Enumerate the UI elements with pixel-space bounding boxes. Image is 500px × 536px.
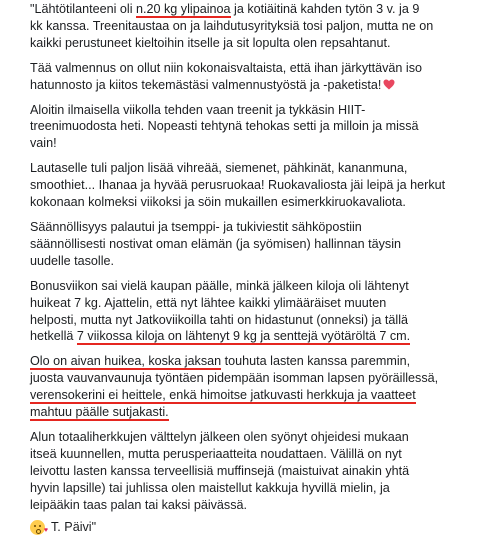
paragraph-results: Bonusviikon sai vielä kaupan päälle, minkä jälkeen kiloja oli lähtenyt huikeat 7 kg. Ajattelin, että nyt lähtee kaikki ylimääräiset muuten helposti, mutta nyt Jatkoviikoilla tahti on hidastunut (onneksi) ja tällä hetkellä 7 viikossa kiloja on lähtenyt 9 kg ja senttejä vyötäröltä 7 cm. (30, 278, 411, 344)
kissing-face-icon: ♥ (30, 520, 45, 535)
paragraph-regularity: Säännöllisyys palautui ja tsemppi- ja tukiviestit sähköpostiin säännöllisesti nostivat oman elämän (ja syömisen) hallinnan täysin uudelle tasolle. (30, 219, 402, 268)
paragraph-starting-point: "Lähtötilanteeni oli n.20 kg ylipainoa ja kotiäitinä kahden tytön 3 v. ja 9 kk kanssa. Treenitaustaa on ja laihdutusyrityksiä tosi paljon, mutta ne on kaikki perustuneet kieltoihin itselle ja sit lopulta olen repsahtanut. (30, 2, 434, 50)
paragraph-after: Alun totaaliherkkujen välttelyn jälkeen olen syönyt ohjeidesi mukaan itseä kuunnellen, mutta perusperiaatteita noudattaen. Välillä on nyt leivottu lasten kanssa terveellisiä muffinsejä (maistuivat ainakin yhtä hyvin lapsille) tai juhlissa olen maistellut kakkuja hyvillä mielin, ja leipääkin taas palan tai kaksi päivässä. (30, 429, 410, 512)
red-heart-icon (383, 79, 395, 90)
paragraph-feeling: Olo on aivan huikea, koska jaksan touhuta lasten kanssa paremmin, juosta vauvanvaunuja työntäen pidempään isomman lapsen pyöräillessä, verensokerini ei heittele, enkä himoitse jatkuvasti herkkuja ja vaatteet mahtuu päälle sutjakasti. (30, 354, 439, 420)
paragraph-food: Lautaselle tuli paljon lisää vihreää, siemenet, pähkinät, kananmuna, smoothiet... Ihanaa ja hyvää perusruokaa! Ruokavaliosta jäi leipä ja herkut kokonaan kolmeksi viikoksi ja söin mukaillen esimerkkiruokavaliota. (30, 161, 446, 210)
highlight-overweight: n.20 kg ylipainoa (136, 2, 231, 16)
signature (30, 519, 470, 536)
paragraph-thanks: Tää valmennus on ollut niin kokonaisvaltaista, että ihan järkyttävän iso hatunnosto ja kiitos tekemästäsi valmennustyöstä ja -paketista! (30, 60, 423, 92)
highlight-feeling: Olo on aivan huikea, koska jaksan (30, 354, 222, 369)
paragraph-hiit: Aloitin ilmaisella viikolla tehden vaan treenit ja tykkäsin HIIT- treenimuodosta heti. Nopeasti tehtynä tehokas setti ja milloin ja missä vain! (30, 102, 419, 151)
highlight-blood-sugar: verensokerini ei heittele, enkä himoitse jatkuvasti herkkuja ja vaatteet (30, 388, 416, 403)
highlight-clothes: mahtuu päälle sutjakasti. (30, 405, 169, 420)
highlight-results: 7 viikossa kiloja on lähtenyt 9 kg ja senttejä vyötäröltä 7 cm. (76, 329, 411, 344)
signature-text: T. Päivi" (51, 520, 97, 535)
